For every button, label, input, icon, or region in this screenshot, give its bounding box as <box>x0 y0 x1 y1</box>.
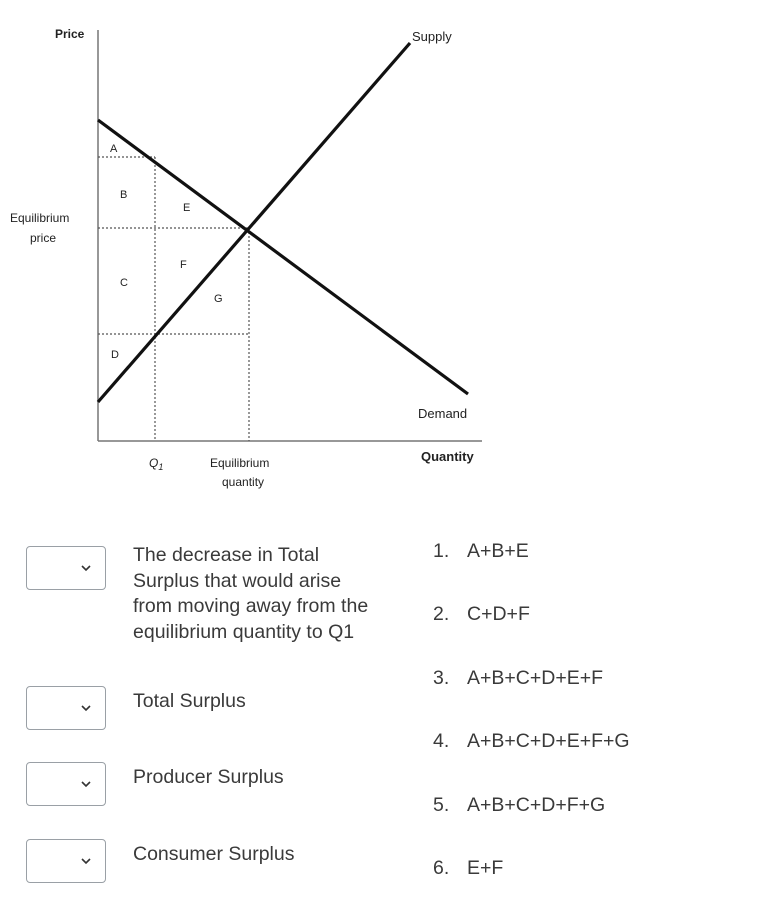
option-3: 3. A+B+C+D+E+F <box>433 667 604 689</box>
quantity-axis-label: Quantity <box>421 449 474 464</box>
chevron-down-icon <box>79 777 93 791</box>
equilibrium-price-label-line2: price <box>30 231 57 245</box>
option-6: 6. E+F <box>433 857 504 879</box>
demand-label: Demand <box>418 406 468 421</box>
equilibrium-quantity-label-line2: quantity <box>222 475 265 489</box>
chevron-down-icon <box>79 854 93 868</box>
region-e-label: E <box>183 202 191 214</box>
region-c-label: C <box>120 277 128 289</box>
region-b-label: B <box>120 189 128 201</box>
supply-label: Supply <box>412 29 452 44</box>
option-4: 4. A+B+C+D+E+F+G <box>433 730 630 752</box>
option-5: 5. A+B+C+D+F+G <box>433 794 606 816</box>
q1-label: $Q_1$ <box>149 456 164 472</box>
region-g-label: G <box>214 293 223 305</box>
chevron-down-icon <box>79 701 93 715</box>
option-2: 2. C+D+F <box>433 603 530 625</box>
demand-curve <box>98 120 468 394</box>
prompt-producer-surplus: Producer Surplus <box>133 766 284 788</box>
region-f-label: F <box>180 259 187 271</box>
answer-select-producer-surplus[interactable] <box>26 762 106 806</box>
prompt-consumer-surplus: Consumer Surplus <box>133 843 295 865</box>
chevron-down-icon <box>79 561 93 575</box>
supply-curve <box>98 43 410 402</box>
answer-select-decrease-total-surplus[interactable] <box>26 546 106 590</box>
equilibrium-quantity-label-line1: Equilibrium <box>210 456 270 470</box>
prompt-decrease-total-surplus: The decrease in Total Surplus that would arise from moving away from the equilibrium quantity to Q1 <box>133 544 369 643</box>
price-axis-label: Price <box>55 27 85 41</box>
region-a-label: A <box>110 143 118 155</box>
region-d-label: D <box>111 349 119 361</box>
answer-select-consumer-surplus[interactable] <box>26 839 106 883</box>
answer-select-total-surplus[interactable] <box>26 686 106 730</box>
prompt-total-surplus: Total Surplus <box>133 690 246 712</box>
equilibrium-price-label-line1: Equilibrium <box>10 211 70 225</box>
option-1: 1. A+B+E <box>433 540 529 562</box>
